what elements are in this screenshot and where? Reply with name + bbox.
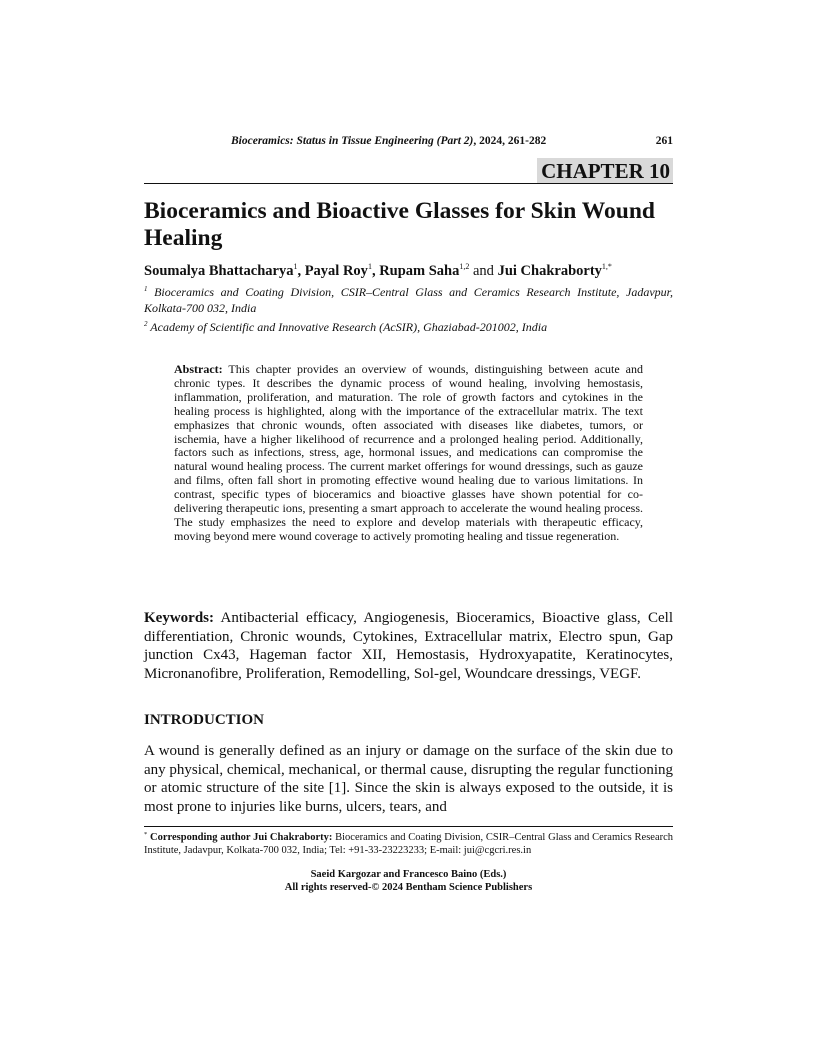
- keywords: [144, 609, 673, 683]
- author-name: Payal Roy: [304, 263, 368, 279]
- affiliation-text: Academy of Scientific and Innovative Research (AcSIR), Ghaziabad-201002, India: [150, 320, 548, 334]
- affiliation-text: Bioceramics and Coating Division, CSIR–Central Glass and Ceramics Research Institute, Jadavpur, Kolkata-700 032, India: [144, 285, 673, 315]
- affiliation-2: [144, 320, 673, 336]
- abstract-text: This chapter provides an overview of wounds, distinguishing between acute and chronic types. It describes the dynamic process of wound healing, involving hemostasis, inflammation, proliferation, and maturation. The role of growth factors and cytokines in the healing process is highlighted, along with the importance of the extracellular matrix. The text emphasizes that chronic wounds, often associated with diseases like diabetes, tumors, or ischemia, have a higher likelihood of recurrence and a prolonged healing period. Additionally, factors such as infections, stress, age, hormonal issues, and medications can compromise the natural wound healing process. The current market offerings for wound dressings, such as gauze and films, often fall short in promoting effective wound healing due to various limitations. In contrast, specific types of bioceramics and bioactive glasses have shown potential for co-delivering therapeutic ions, presenting a smart approach to accelerate the wound healing process. The study emphasizes the need to explore and develop materials with therapeutic efficacy, moving beyond mere wound coverage to actively promoting healing and tissue regeneration.: [174, 362, 643, 543]
- author-affiliation-mark: 1: [293, 262, 298, 271]
- author-affiliation-mark: 1: [367, 262, 372, 271]
- copyright-line: All rights reserved-© 2024 Bentham Science Publishers: [284, 882, 533, 893]
- footnote-text: Bioceramics and Coating Division, CSIR–Central Glass and Ceramics Research Institute, Jadavpur, Kolkata-700 032, India; Tel: +91-33-23223233; E-mail: jui@cgcri.res.in: [144, 832, 674, 856]
- chapter-rule: [144, 183, 673, 184]
- author-list: [144, 262, 674, 280]
- footnote-label: Corresponding author Jui Chakraborty:: [150, 832, 333, 843]
- abstract-label: Abstract:: [174, 362, 223, 376]
- affiliation-1: [144, 285, 673, 316]
- author-name: Jui Chakraborty: [497, 263, 602, 279]
- footnote-rule: [144, 826, 673, 827]
- publisher-block: [144, 868, 673, 894]
- journal-title: Bioceramics: Status in Tissue Engineering (Part 2): [231, 135, 474, 147]
- author-affiliation-mark: 1,2: [459, 262, 470, 271]
- chapter-label: CHAPTER 10: [537, 158, 673, 183]
- author-separator: and: [469, 263, 498, 279]
- page-number: 261: [655, 135, 673, 147]
- corresponding-author-footnote: [144, 831, 673, 857]
- abstract: [174, 363, 643, 544]
- affiliation-mark: 2: [144, 320, 148, 328]
- keywords-label: Keywords:: [144, 610, 214, 626]
- journal-details: , 2024, 261-282: [473, 135, 547, 147]
- author-name: Soumalya Bhattacharya: [144, 263, 294, 279]
- affiliation-mark: 1: [144, 285, 148, 293]
- section-heading-introduction: INTRODUCTION: [144, 712, 265, 728]
- running-head: [231, 134, 673, 148]
- introduction-paragraph: A wound is generally defined as an injury or damage on the surface of the skin due to any physical, chemical, mechanical, or thermal cause, disrupting the regular functioning or atomic structure of the site [1]. Since the skin is always exposed to the outside, it is most prone to injuries like burns, ulcers, tears, and: [144, 743, 673, 816]
- footnote-mark: *: [144, 831, 148, 838]
- keywords-text: Antibacterial efficacy, Angiogenesis, Bioceramics, Bioactive glass, Cell differentiation, Chronic wounds, Cytokines, Extracellular matrix, Electro spun, Gap junction Cx43, Hageman factor XII, Hemostasis, Hydroxyapatite, Keratinocytes, Micronanofibre, Proliferation, Remodelling, Sol-gel, Woundcare dressings, VEGF.: [144, 610, 673, 682]
- author-separator: ,: [371, 263, 380, 279]
- author-affiliation-mark: 1,*: [601, 262, 612, 271]
- chapter-title: Bioceramics and Bioactive Glasses for Skin Wound Healing: [144, 198, 655, 251]
- author-name: Rupam Saha: [379, 263, 460, 279]
- author-separator: ,: [297, 263, 305, 279]
- editors-line: Saeid Kargozar and Francesco Baino (Eds.): [310, 869, 507, 880]
